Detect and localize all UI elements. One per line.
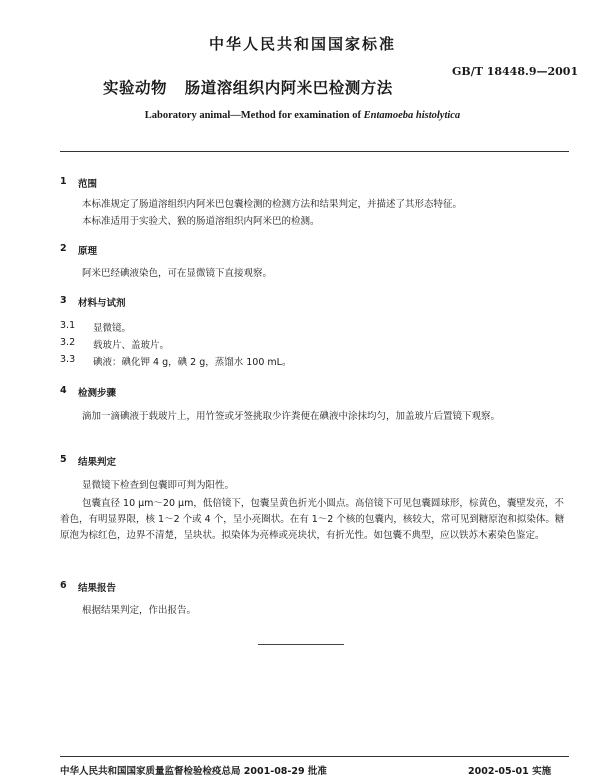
section-6-title: 结果报告 — [78, 583, 117, 594]
section-1-para-1: 本标准规定了肠道溶组织内阿米巴包囊检测的检测方法和结果判定，并描述了其形态特征。 — [82, 199, 463, 210]
section-2-para-1: 阿米巴经碘液染色，可在显微镜下直接观察。 — [82, 268, 273, 279]
end-of-text-line — [258, 644, 344, 645]
section-4-number: 4 — [60, 385, 67, 396]
page-title-english — [0, 110, 605, 121]
section-1-number: 1 — [60, 176, 67, 187]
page-title-chinese: 实验动物 肠道溶组织内阿米巴检测方法 — [103, 79, 393, 97]
section-4-title: 检测步骤 — [78, 388, 117, 399]
item-3-3-number: 3.3 — [60, 354, 76, 365]
header-divider — [60, 151, 569, 152]
title-en-species: Entamoeba histolytica — [363, 110, 461, 121]
footer-effective-date: 2002-05-01 实施 — [468, 766, 552, 777]
item-3-2-number: 3.2 — [60, 337, 76, 348]
item-3-1-text: 显微镜。 — [93, 323, 132, 334]
section-4-para-1: 滴加一滴碘液于载玻片上，用竹签或牙签挑取少许粪便在碘液中涂抹均匀，加盖玻片后置镜下观察。 — [82, 411, 501, 422]
section-2-title: 原理 — [78, 246, 98, 257]
section-6-number: 6 — [60, 580, 67, 591]
item-3-2-text: 载玻片、盖玻片。 — [93, 340, 170, 351]
section-1-title: 范围 — [78, 179, 98, 190]
section-3-title: 材料与试剂 — [78, 298, 126, 309]
item-3-1-number: 3.1 — [60, 320, 76, 331]
section-5-title: 结果判定 — [78, 457, 117, 468]
section-5-para-1: 显微镜下检查到包囊即可判为阳性。 — [82, 480, 235, 491]
section-2-number: 2 — [60, 243, 67, 254]
section-5-para-2: 包囊直径 10 μm～20 μm，低倍镜下，包囊呈黄色折光小圆点。高倍镜下可见包囊圆球形，棕黄色，囊壁发亮，不着色，有明显界限，核 1～2 个或 4 个，呈小亮圈状。在有 1～2 个核的包囊内，核较大，常可见到糖原泡和拟染体。糖原泡为棕红色，边界不清楚，呈块状。拟染体为亮棒或亮块状，有折光性。如包囊不典型，应以铁苏木素染色鉴定。 — [60, 498, 565, 541]
section-5-number: 5 — [60, 454, 67, 465]
item-3-3-text: 碘液：碘化钾 4 g，碘 2 g，蒸馏水 100 mL。 — [93, 357, 292, 368]
title-en-main: Laboratory animal—Method for examination of — [144, 110, 364, 121]
section-3-number: 3 — [60, 295, 67, 306]
section-1-para-2: 本标准适用于实验犬、猴的肠道溶组织内阿米巴的检测。 — [82, 216, 320, 227]
standard-code: GB/T 18448.9—2001 — [452, 65, 579, 78]
footer-approval: 中华人民共和国国家质量监督检验检疫总局 2001-08-29 批准 — [60, 766, 327, 777]
footer-divider — [60, 756, 569, 757]
standard-country-label: 中华人民共和国国家标准 — [208, 35, 396, 53]
section-6-para-1: 根据结果判定，作出报告。 — [82, 605, 197, 616]
